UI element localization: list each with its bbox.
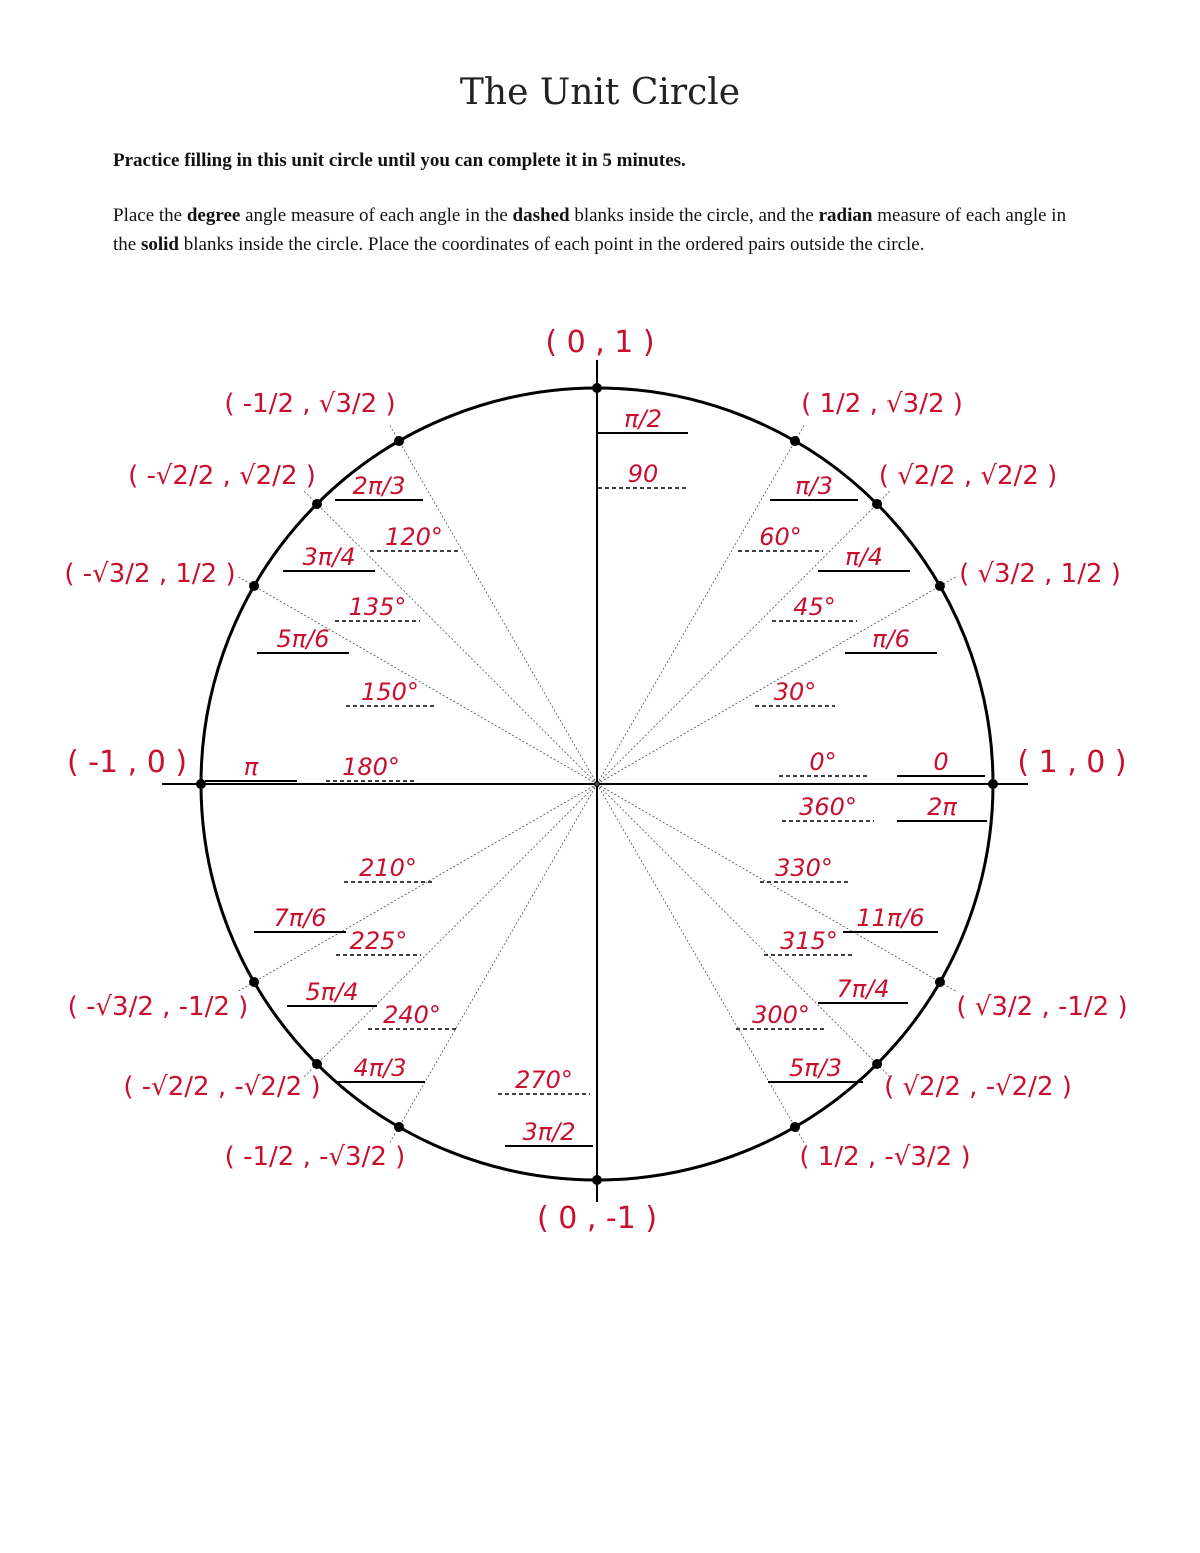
angle-ray [389,424,597,784]
degree-label: 180° [342,753,400,781]
degree-label: 120° [385,523,443,551]
circle-point [592,1175,602,1185]
angle-ray [303,784,597,1078]
radian-label: 3π/2 [522,1118,576,1146]
coordinate-label: ( √3/2 , -1/2 ) [956,992,1128,1022]
degree-label: 30° [773,678,817,706]
radian-label: π/4 [845,543,883,571]
radian-label: 7π/4 [836,975,890,1003]
coordinate-label: ( √3/2 , 1/2 ) [959,559,1121,589]
radian-label: 3π/4 [302,543,356,571]
degree-label: 150° [361,678,419,706]
radian-label: 5π/3 [788,1054,843,1082]
coordinate-label: ( -1/2 , √3/2 ) [224,389,396,419]
degree-label: 225° [349,927,408,955]
page-title: The Unit Circle [459,72,741,113]
radian-label: 5π/6 [276,625,330,653]
degree-label: 135° [348,593,407,621]
circle-point [196,779,206,789]
degree-label: 0° [809,748,837,776]
degree-label: 270° [515,1066,573,1094]
circle-point [988,779,998,789]
degree-label: 240° [383,1001,441,1029]
coordinate-label: ( 1 , 0 ) [1017,745,1127,780]
circle-point [790,1122,800,1132]
circle-point [249,581,259,591]
radian-label: 2π [927,793,957,821]
angle-ray [597,490,891,784]
instr-keyword-degree: degree [186,205,241,226]
coordinate-label: ( 0 , 1 ) [545,325,655,360]
coordinate-label: ( 0 , -1 ) [536,1201,658,1236]
circle-point [935,581,945,591]
radian-label: 0 [933,748,949,776]
radian-label: π/2 [624,405,662,433]
practice-instruction: Practice filling in this unit circle until you can complete it in 5 minutes. [113,150,686,171]
circle-point [935,977,945,987]
circle-point [394,436,404,446]
coordinate-label: ( -1 , 0 ) [66,745,188,780]
coordinate-label: ( √2/2 , √2/2 ) [878,461,1058,491]
circle-point [312,499,322,509]
radian-label: π/3 [795,472,833,500]
instr-text: blanks inside the circle, and the [569,205,819,226]
angle-ray [237,784,597,992]
radian-label: 2π/3 [352,472,406,500]
instr-text: angle measure of each angle in the [240,205,513,226]
coordinate-label: ( 1/2 , -√3/2 ) [799,1142,971,1172]
radian-label: 5π/4 [305,978,359,1006]
coordinate-label: ( 1/2 , √3/2 ) [801,389,963,419]
angle-ray [597,784,957,992]
coordinate-label: ( -√3/2 , 1/2 ) [64,559,236,589]
coordinate-label: ( -√2/2 , -√2/2 ) [123,1072,321,1102]
coordinate-label: ( -√3/2 , -1/2 ) [67,992,249,1022]
instr-text: blanks inside the circle. Place the coordinates of each point in the ordered pairs outside the circle. [179,234,925,255]
degree-label: 300° [752,1001,810,1029]
coordinate-label: ( √2/2 , -√2/2 ) [884,1072,1072,1102]
circle-point [872,499,882,509]
circle-point [312,1059,322,1069]
circle-point [394,1122,404,1132]
degree-label: 45° [793,593,836,621]
angle-ray [597,784,805,1144]
instr-keyword-solid: solid [140,234,179,255]
degree-label: 210° [359,854,417,882]
radian-label: π [243,753,259,781]
instr-keyword-radian: radian [818,205,873,226]
radian-label: π/6 [872,625,910,653]
degree-label: 330° [775,854,833,882]
degree-label: 90 [627,460,659,488]
circle-point [592,383,602,393]
instr-text: measure of each angle in the [113,205,1067,255]
circle-point [249,977,259,987]
radian-label: 4π/3 [353,1054,407,1082]
coordinate-label: ( -1/2 , -√3/2 ) [224,1142,406,1172]
instr-keyword-dashed: dashed [512,205,570,226]
circle-point [790,436,800,446]
degree-label: 315° [780,927,838,955]
coordinate-label: ( -√2/2 , √2/2 ) [128,461,316,491]
instr-text: Place the [113,205,187,226]
radian-label: 7π/6 [273,904,327,932]
angle-ray [303,490,597,784]
degree-label: 60° [759,523,802,551]
circle-point [872,1059,882,1069]
radian-label: 11π/6 [856,904,925,932]
degree-label: 360° [799,793,857,821]
